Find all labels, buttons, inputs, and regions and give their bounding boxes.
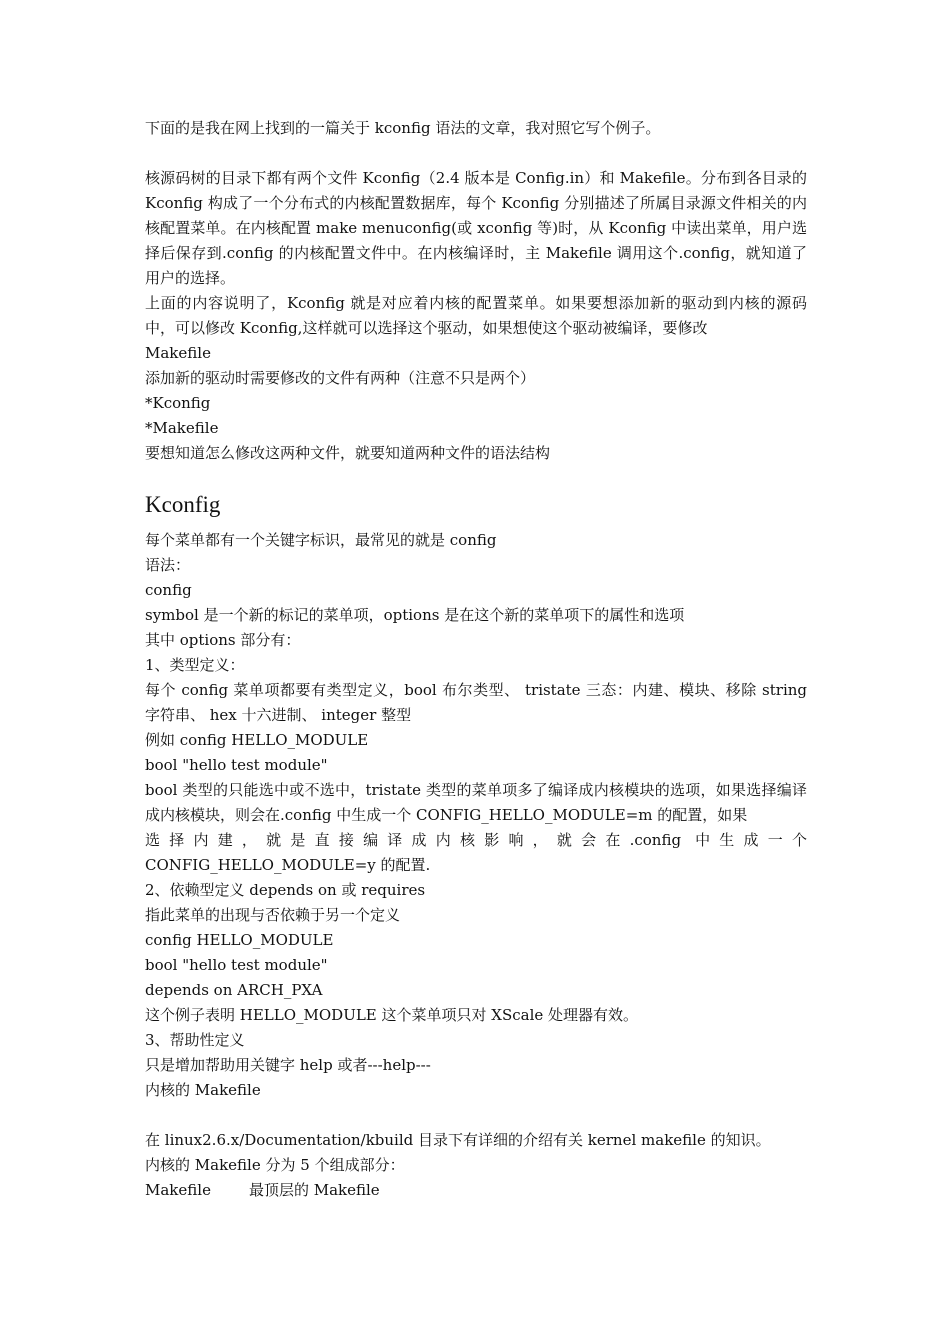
paragraph-bool-tristate: bool 类型的只能选中或不选中，tristate 类型的菜单项多了编译成内核模块的选项，如果选择编译成内核模块，则会在.config 中生成一个 CONFIG_HELLO_MODULE=m 的配置，如果 bbox=[145, 781, 807, 824]
text-line-justified: 选择内建，就是直接编译成内核影响，就会在.config 中生成一个 bbox=[145, 831, 807, 849]
code-line: config HELLO_MODULE bbox=[145, 931, 334, 949]
code-line: depends on ARCH_PXA bbox=[145, 981, 323, 999]
text-line: 内核的 Makefile 分为 5 个组成部分： bbox=[145, 1156, 405, 1174]
text-line: 在 linux2.6.x/Documentation/kbuild 目录下有详细的介绍有关 kernel makefile 的知识。 bbox=[145, 1131, 771, 1149]
text-line: symbol 是一个新的标记的菜单项，options 是在这个新的菜单项下的属性和选项 bbox=[145, 606, 685, 624]
section-heading-kconfig: Kconfig bbox=[145, 492, 221, 517]
text-line: 每个菜单都有一个关键字标识，最常见的就是 config bbox=[145, 531, 497, 549]
text-line-makefile-parts bbox=[145, 1178, 807, 1203]
list-item-kconfig: *Kconfig bbox=[145, 394, 211, 412]
code-line: bool "hello test module" bbox=[145, 956, 328, 974]
intro-line: 下面的是我在网上找到的一篇关于 kconfig 语法的文章，我对照它写个例子。 bbox=[145, 119, 661, 137]
text-line: 添加新的驱动时需要修改的文件有两种（注意不只是两个） bbox=[145, 369, 536, 387]
text-line: 其中 options 部分有： bbox=[145, 631, 301, 649]
text-line: 要想知道怎么修改这两种文件，就要知道两种文件的语法结构 bbox=[145, 444, 551, 462]
text-line: 指此菜单的出现与否依赖于另一个定义 bbox=[145, 906, 401, 924]
blank-line bbox=[145, 141, 807, 166]
makefile-label: Makefile bbox=[145, 1181, 211, 1199]
paragraph-type-definition: 每个 config 菜单项都要有类型定义，bool 布尔类型、 tristate 三态：内建、模块、移除 string 字符串、 hex 十六进制、 integer 整型 bbox=[145, 681, 807, 724]
paragraph-kconfig-meaning: 上面的内容说明了，Kconfig 就是对应着内核的配置菜单。如果要想添加新的驱动到内核的源码中，可以修改 Kconfig,这样就可以选择这个驱动，如果想使这个驱动被编译，要修改 bbox=[145, 294, 807, 337]
code-line: bool "hello test module" bbox=[145, 756, 328, 774]
text-line: 只是增加帮助用关键字 help 或者---help--- bbox=[145, 1056, 431, 1074]
subheading-depends-definition: 2、依赖型定义 depends on 或 requires bbox=[145, 881, 426, 899]
subheading-help-definition: 3、帮助性定义 bbox=[145, 1031, 245, 1049]
paragraph-kconfig-overview: 核源码树的目录下都有两个文件 Kconfig（2.4 版本是 Config.in）和 Makefile。分布到各目录的 Kconfig 构成了一个分布式的内核配置数据库，每个 Kconfig 分别描述了所属目录源文件相关的内核配置菜单。在内核配置 make menuconfig(或 xconfig 等)时，从 Kconfig 中读出菜单，用户选择后保存到.config 的内核配置文件中。在内核编译时，主 Makefile 调用这个.config，就知道了用户的选择。 bbox=[145, 169, 807, 287]
text-line: 语法： bbox=[145, 556, 191, 574]
text-line: 这个例子表明 HELLO_MODULE 这个菜单项只对 XScale 处理器有效。 bbox=[145, 1006, 639, 1024]
list-item-makefile: *Makefile bbox=[145, 419, 219, 437]
document-body bbox=[145, 116, 807, 1203]
makefile-description: 最顶层的 Makefile bbox=[248, 1181, 380, 1199]
text-line: 内核的 Makefile bbox=[145, 1081, 261, 1099]
code-line: config bbox=[145, 581, 192, 599]
blank-line bbox=[145, 1103, 807, 1128]
text-line: CONFIG_HELLO_MODULE=y 的配置. bbox=[145, 856, 431, 874]
subheading-type-definition: 1、类型定义： bbox=[145, 656, 245, 674]
code-line: 例如 config HELLO_MODULE bbox=[145, 731, 369, 749]
text-line: Makefile bbox=[145, 344, 211, 362]
